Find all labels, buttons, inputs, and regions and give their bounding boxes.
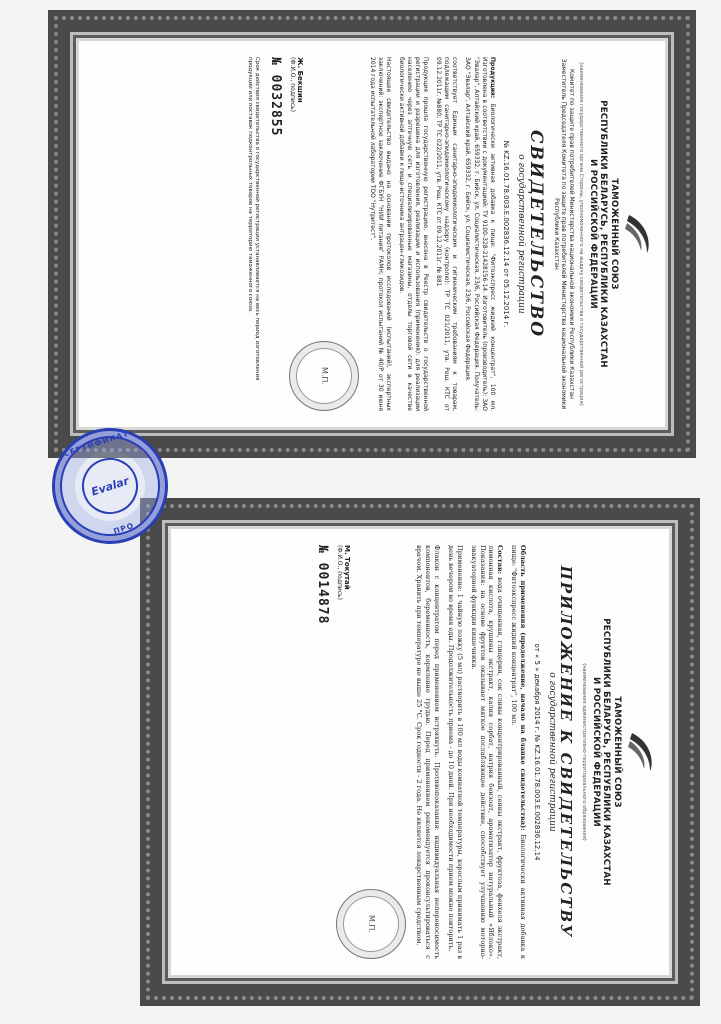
stamp-ring-top-text: СЕРТИФИКАТ (62, 428, 131, 459)
registration-text: Продукция прошла государственную регистрацию, внесена в Реестр свидетельств о государственной регистрации и разрешена для изготовления, реализации и использования (применения): для реализации населению через аптечную сеть и специализированные магазины, отделы торговой сети в качестве биологически активной добавки к пище-источника антрацен-гликозидов. (397, 57, 430, 411)
appendix-header-line-3: И РОССИЙСКОЙ ФЕДЕРАЦИИ (590, 677, 601, 827)
appendix-content (170, 527, 670, 977)
issuer-line-2: Заместитель Председателя Комитета по защите прав потребителей Министерства национальной экономики Республики Казахстан (552, 58, 568, 410)
certificate-body (367, 57, 495, 411)
stamp-center (75, 451, 146, 522)
basis-text: Настоящее свидетельство выдано на основании протоколов исследований (испытаний), экспертных заключений: экспертное заключение ФГБУН "НИИ питания" РАМН; протокол испытаний № 40/Р от 30 июня 2014 года испытательной лаборатории ТОО "Нутритест". (368, 57, 392, 411)
issuer-caption: (наименование государственного органа Стороны, уполномоченного на выдачу свидетельства о государственной регистрации) (578, 62, 585, 406)
issuer (552, 57, 575, 411)
customs-union-logo-icon (626, 545, 656, 959)
certificate-title: СВИДЕТЕЛЬСТВО (525, 129, 546, 339)
appendix-registration-line: от « 5 » декабря 2014 г. № KZ.16.01.78.003.E.002836.12.14 (533, 643, 542, 861)
product-label: Продукция: (488, 57, 496, 99)
appendix-serial-number: № 0014878 (315, 545, 331, 625)
appendix-title: ПРИЛОЖЕНИЕ К СВИДЕТЕЛЬСТВУ (557, 565, 576, 939)
appendix-signature-caption: (Ф.И.О., подпись) (336, 545, 344, 600)
usage-text: Применение: 1 чайную ложку (5 мл) растворить в 100 мл воды комнатной температуры, взрослым принимать 1 раз в день вечером во время еды. Продолжительность приема - до 10 дней. При необходимости прием можно повторить. (446, 545, 464, 959)
appendix-signatory: М. Токутай (343, 545, 352, 590)
stamp-ring-bottom-text: ПРО (112, 520, 136, 536)
appendix-seal (336, 889, 406, 959)
composition-label: Состав: (496, 545, 505, 575)
header-line-2: РЕСПУБЛИКИ БЕЛАРУСЬ, РЕСПУБЛИКИ КАЗАХСТАН (598, 100, 609, 368)
header-line-1: ТАМОЖЕННЫЙ СОЮЗ (609, 178, 619, 290)
product-text: Биологически активная добавка к пище: "Фитоэкспресс жидкий концентрат", 100 мл. Изготовлена в соответствии с документацией: ТУ 9100-328-21428156-14. Изготовитель (производитель): ЗАО "Эвалар", Алтайский край, 659332, г. Бийск, ул. Социалистическая, 23/6, Российская Федерация. Получатель: ЗАО "Эвалар", Алтайский край, 659332, г. Бийск, ул. Социалистическая, 23/6, Российская Федерация. (464, 57, 496, 411)
certificate-seal (289, 341, 359, 411)
appendix-caption: (наименование административно-территориального образования) (581, 663, 588, 841)
certificate-content (77, 39, 667, 429)
stamp-center-text: Evalar (89, 473, 131, 499)
certificate-seal-label: М.П. (319, 366, 329, 385)
header-line-3: И РОССИЙСКОЙ ФЕДЕРАЦИИ (587, 159, 598, 309)
appendix-subtitle: о государственной регистрации (547, 672, 558, 832)
scope-label: Область применения (продолжение, начало на бланке свидетельства): (519, 545, 528, 831)
appendix-header-line-2: РЕСПУБЛИКИ БЕЛАРУСЬ, РЕСПУБЛИКИ КАЗАХСТАН (601, 618, 612, 886)
appendix-body (414, 545, 527, 959)
certificate-signatory: Ж. Бекшин (296, 57, 305, 103)
appendix-signature-row (336, 545, 406, 959)
issuer-line-1: Комитет по защите прав потребителей Министерства национальной экономики Республики Казахстан (568, 69, 576, 399)
appendix-seal-label: М.П. (366, 914, 376, 933)
certificate-header (587, 57, 619, 411)
appendix-header-line-1: ТАМОЖЕННЫЙ СОЮЗ (612, 696, 622, 808)
certificate-signature-row (289, 57, 359, 411)
compliance-text: соответствует Единым санитарно-эпидемиологическим и гигиеническим требованиям к товарам, подлежащим санитарно-эпидемиологическому надзору (контролю): ТР ТС 021/2011, утв. Реш. КТС от 09.12.2011г. №880; ТР ТС 022/2011, утв. Реш. КТС от 09.12.2011г. № 881 (435, 57, 459, 411)
certificate-footer-note: Срок действия свидетельства о государственной регистрации устанавливается на весь период изготовления продукции или поставок подконтрольных товаров на территорию таможенного союза. (247, 57, 261, 381)
customs-union-logo-icon (623, 57, 653, 411)
appendix-sheet (140, 498, 700, 1006)
certificate-sheet (48, 10, 696, 458)
certificate-serial-number: № 0032855 (268, 57, 284, 137)
registration-number: № KZ.16.01.78.003.E.002836.12.14 от 05.12.2014 г. (501, 140, 510, 328)
storage-text: Флакон с концентратом перед применением встряхнуть. Противопоказания: индивидуальная непереносимость компонентов, беременность, кормление грудью. Перед применением рекомендуется проконсультироваться с врачом. Хранить при температуре не выше 25 °С. Срок годности - 2 года. Не является лекарственным средством. (415, 545, 441, 959)
scope-text: Биологически активная добавка к пище: "Фитоэкспресс жидкий концентрат", 100 мл. (510, 545, 528, 959)
certificate-signature-caption: (Ф.И.О., подпись) (289, 57, 297, 112)
certificate-subtitle: о государственной регистрации (515, 154, 526, 314)
appendix-header (590, 545, 622, 959)
composition-text: вода очищенная, глицерин, сок сливы концентрированный, сенны экстракт, фруктоза, фенхеля экстракт, лимонная кислота, крушины экстракт, калия сорбат, натрия бензоат, ароматизатор натуральный «Яблоко». Показания: на основе фруктов оказывает мягкое послабляющее действие, способствует улучшению моторно-эвакуаторной функции кишечника. (469, 545, 505, 959)
